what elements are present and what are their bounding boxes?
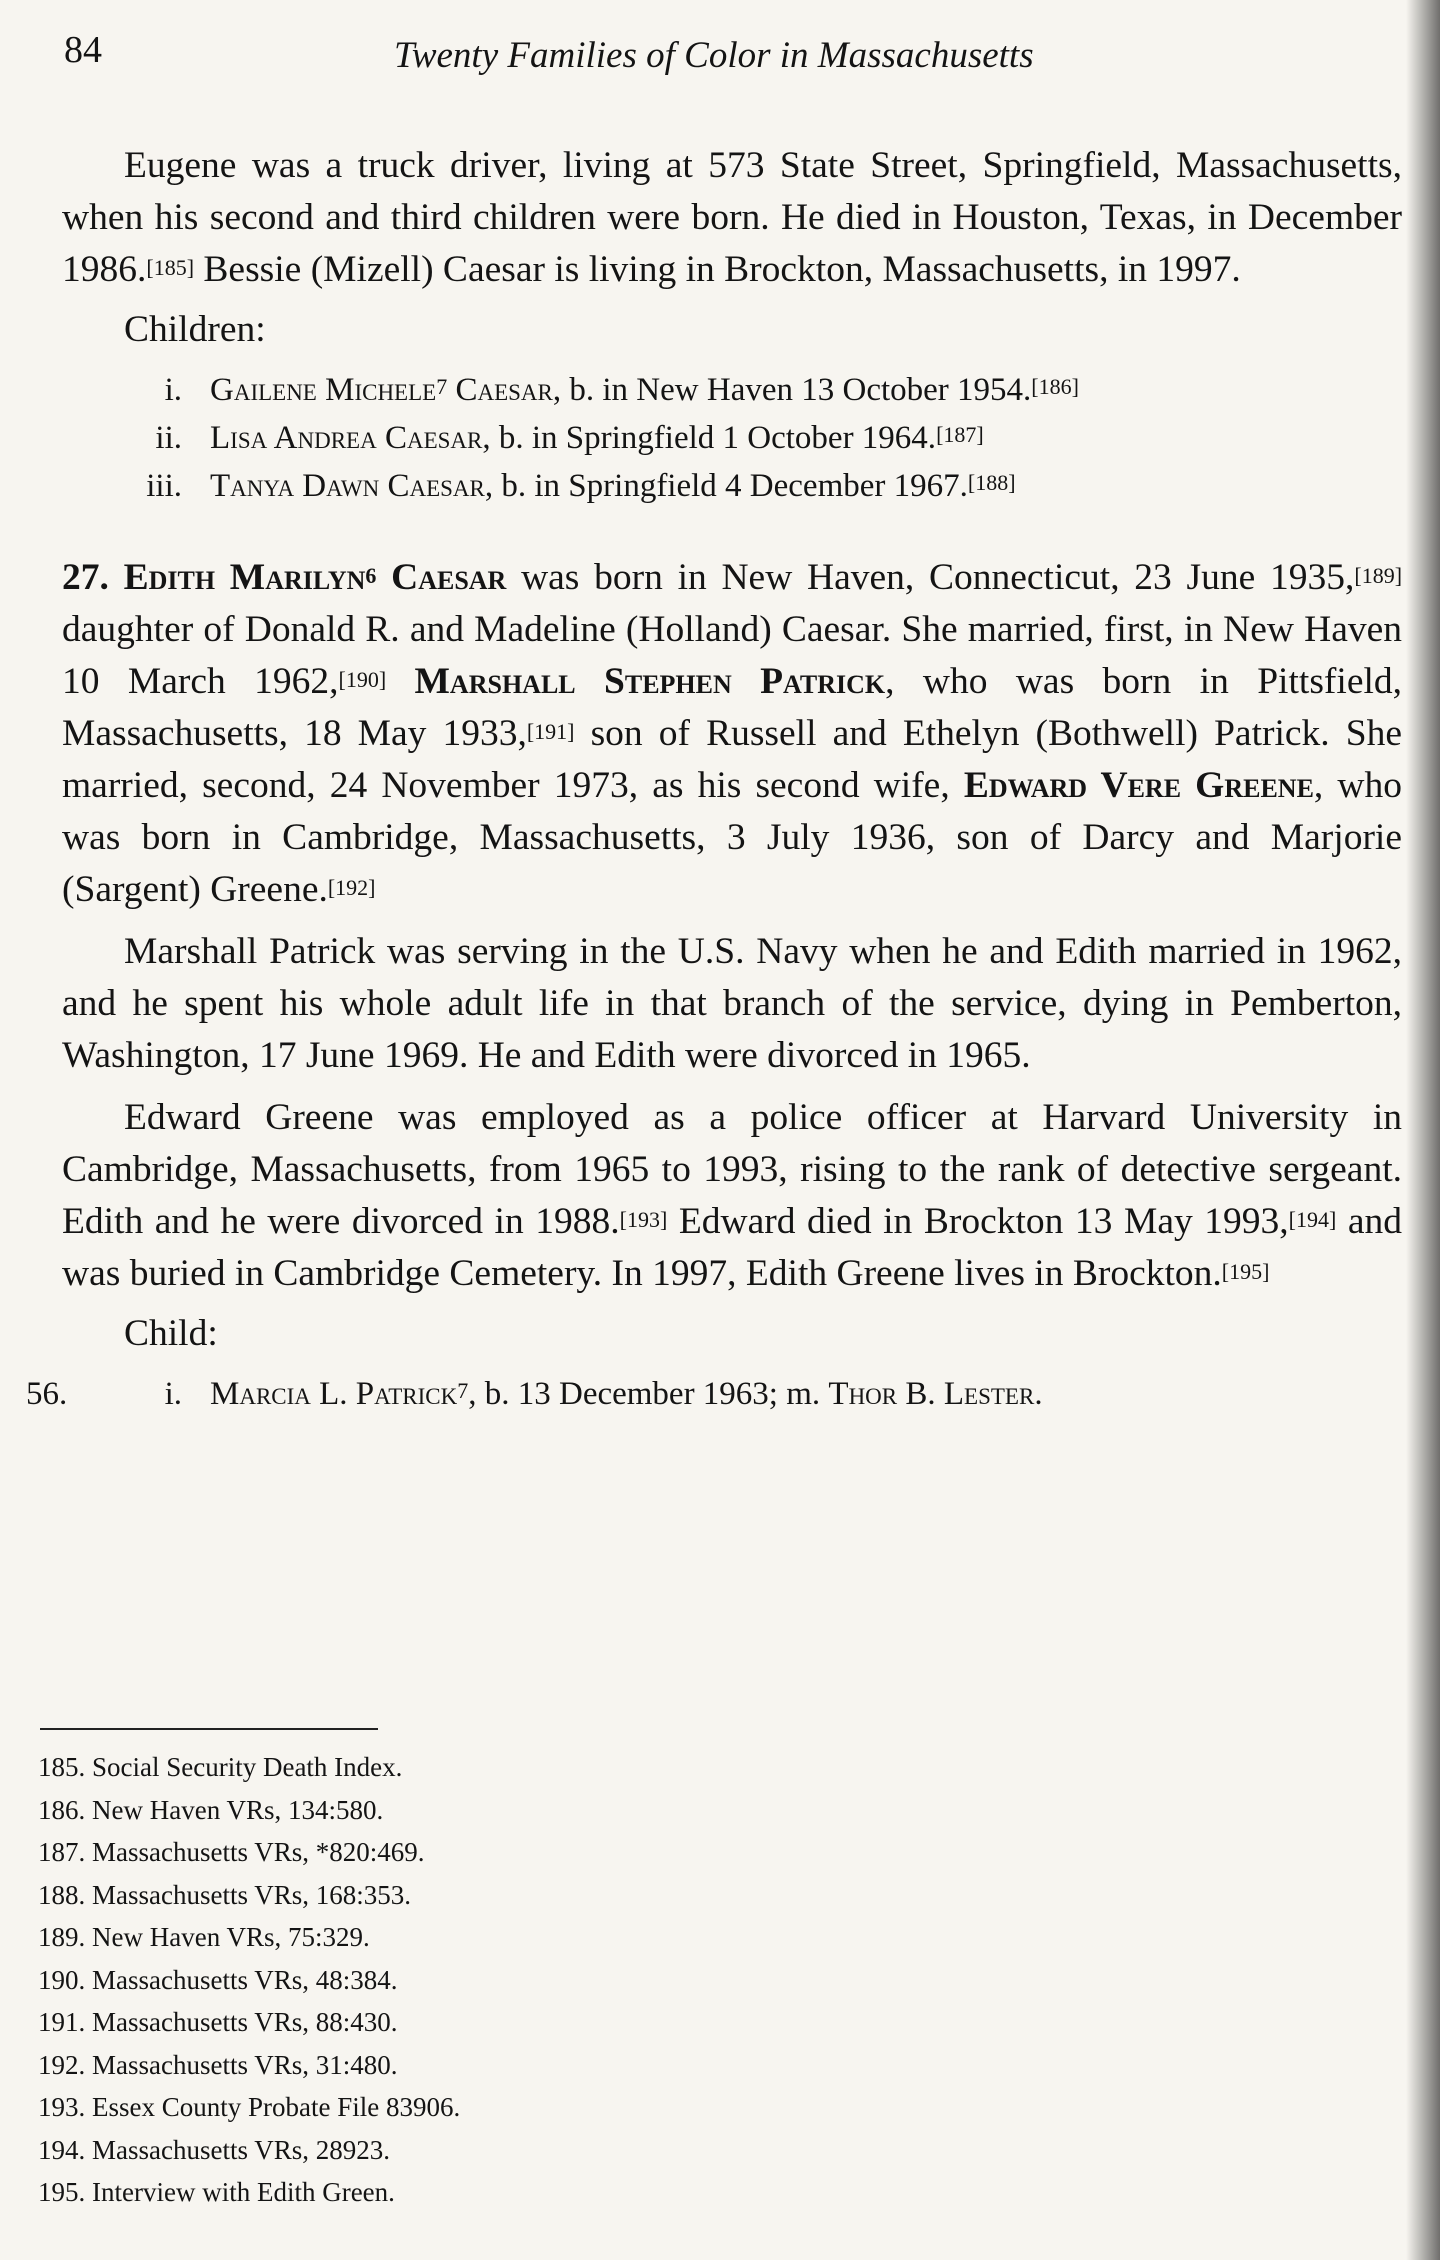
children-list <box>62 366 1402 510</box>
footnote: 194. Massachusetts VRs, 28923. <box>38 2134 391 2165</box>
entry-number: 27. <box>62 557 109 598</box>
body-text <box>26 140 1403 1418</box>
running-head <box>64 28 1404 88</box>
footnotes <box>38 1746 938 2214</box>
list-item: ii. Lisa Andrea Caesar, b. in Springfield 1 October 1964.[187] <box>155 420 984 456</box>
footnote: 186. New Haven VRs, 134:580. <box>38 1794 384 1825</box>
footnote: 187. Massachusetts VRs, *820:469. <box>38 1837 425 1867</box>
list-item: iii. Tanya Dawn Caesar, b. in Springfield 4 December 1967.[188] <box>146 468 1016 504</box>
footnote: 190. Massachusetts VRs, 48:384. <box>38 1964 398 1995</box>
spouse-name: Marshall Stephen Patrick <box>386 661 886 702</box>
footnote: 191. Massachusetts VRs, 88:430. <box>38 2007 398 2037</box>
footnote: 192. Massachusetts VRs, 31:480. <box>38 2049 398 2080</box>
footnote-ref-185: [185] <box>146 255 195 280</box>
footnote: 185. Social Security Death Index. <box>38 1752 403 1782</box>
children-label: Children: <box>124 309 266 350</box>
cross-ref-number: 56. <box>26 1376 68 1412</box>
footnote: 188. Massachusetts VRs, 168:353. <box>38 1879 412 1910</box>
entry-name: Edith Marilyn <box>123 557 366 598</box>
list-item: i. Gailene Michele$^7$ Caesar, b. in New Haven 13 October 1954.[186] <box>164 372 1079 408</box>
spouse-name: Edward Vere Greene <box>963 765 1314 806</box>
paragraph-edward: Edward Greene was employed as a police officer at Harvard University in Cambridge, Massachusetts, from 1965 to 1993, rising to the rank of detective sergeant. Edith and he were divorced in 1988.[193] Edward died in Brockton 13 May 1993,[194] and was buried in Cambridge Cemetery. In 1997, Edith Greene lives in Brockton.[195] <box>62 1097 1402 1294</box>
page-number: 84 <box>64 29 102 71</box>
footnote: 193. Essex County Probate File 83906. <box>38 2092 461 2122</box>
footnote: 189. New Haven VRs, 75:329. <box>38 1922 370 1952</box>
footnote-rule <box>40 1728 378 1730</box>
entry-27: 27. Edith Marilyn$^6$ Caesar was born in New Haven, Connecticut, 23 June 1935,[189] daughter of Donald R. and Madeline (Holland) Caesar. She married, first, in New Haven 10 March 1962,[190] Marshall Stephen Patrick, who was born in Pittsfield, Massachusetts, 18 May 1933,[191] son of Russell and Ethelyn (Bothwell) Patrick. She married, second, 24 November 1973, as his second wife, Edward Vere Greene, who was born in Cambridge, Massachusetts, 3 July 1936, son of Darcy and Marjorie (Sargent) Greene.[192] <box>62 557 1403 910</box>
child-list <box>26 1370 1402 1418</box>
list-item: 56. i. Marcia L. Patrick$^7$, b. 13 December 1963; m. Thor B. Lester. <box>62 1370 1402 1418</box>
paragraph-marshall: Marshall Patrick was serving in the U.S. Navy when he and Edith married in 1962, and he spent his whole adult life in that branch of the service, dying in Pemberton, Washington, 17 June 1969. He and Edith were divorced in 1965. <box>62 931 1402 1076</box>
footnote: 195. Interview with Edith Green. <box>38 2177 395 2207</box>
child-label: Child: <box>124 1313 218 1354</box>
paragraph-eugene: Eugene was a truck driver, living at 573 State Street, Springfield, Massachusetts, when his second and third children were born. He died in Houston, Texas, in December 1986.[185] Bessie (Mizell) Caesar is living in Brockton, Massachusetts, in 1997. <box>62 145 1402 290</box>
running-title: Twenty Families of Color in Massachusetts <box>394 35 1034 76</box>
